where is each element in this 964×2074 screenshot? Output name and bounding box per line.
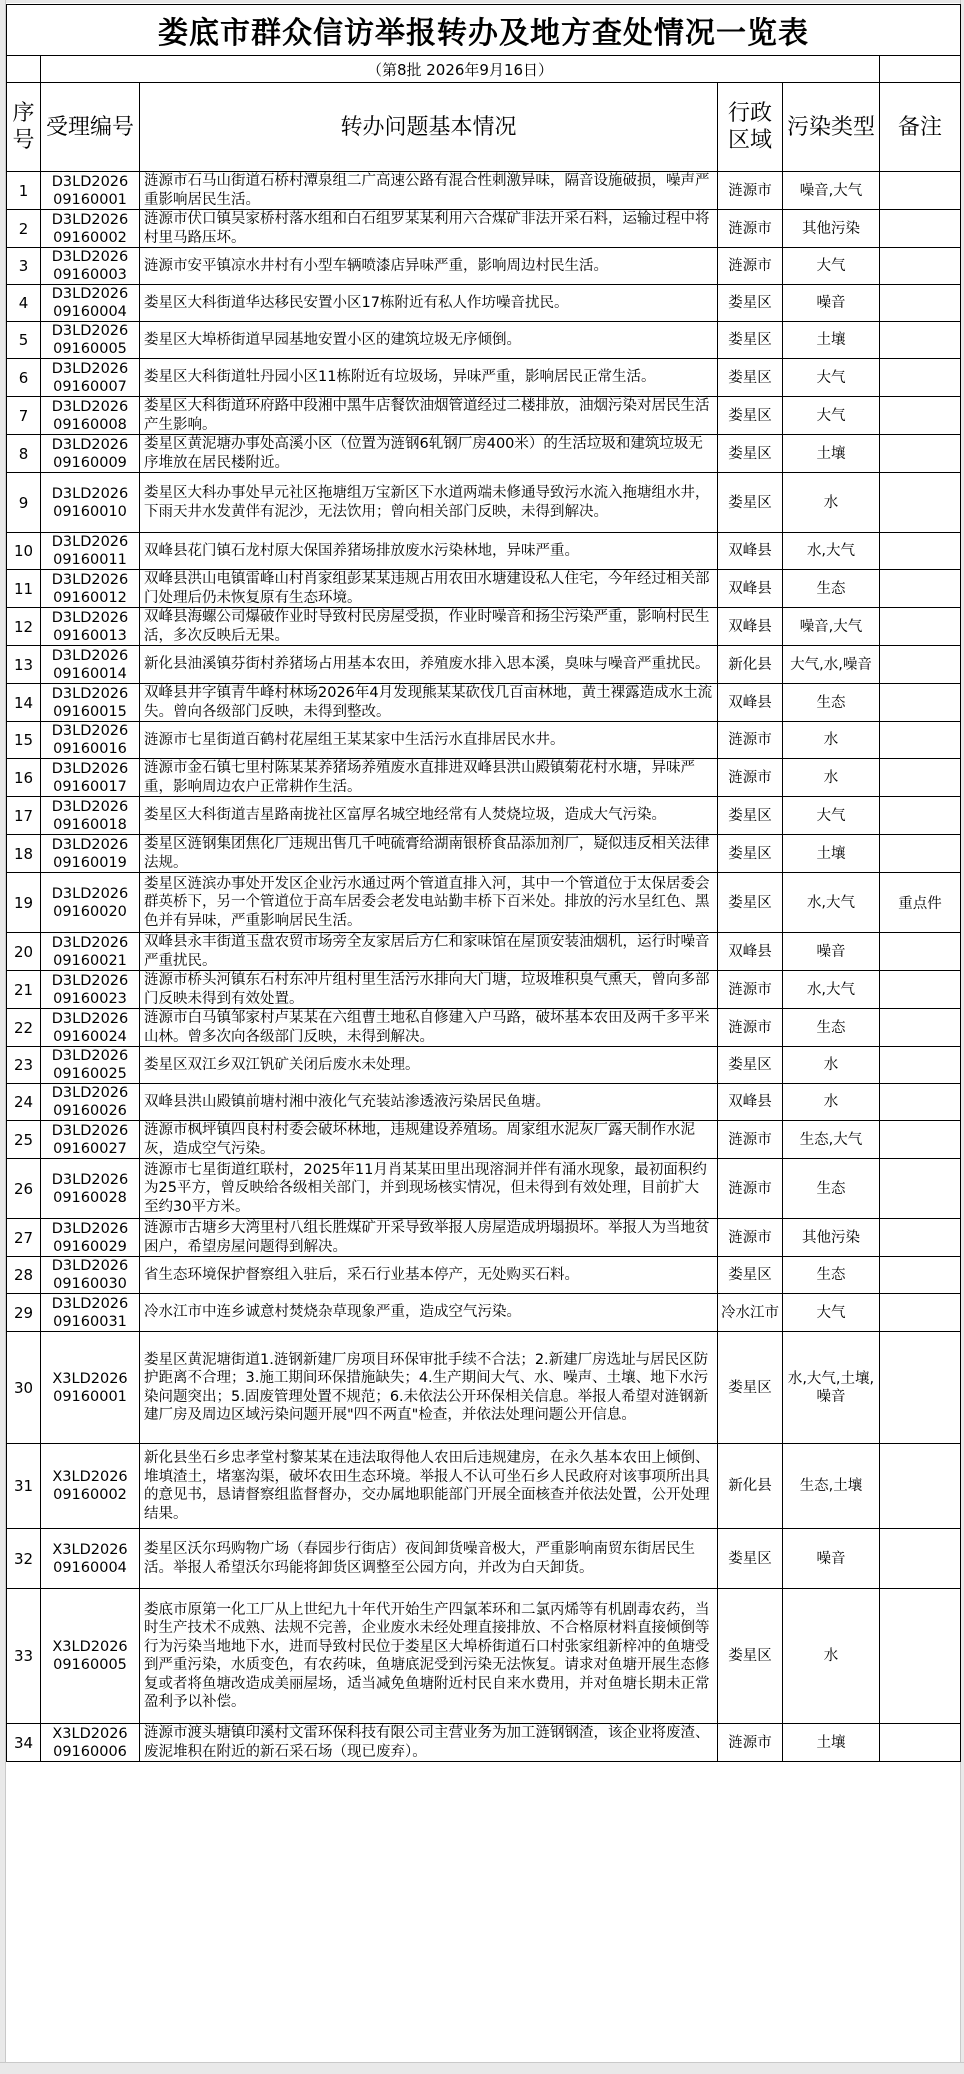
row-note — [880, 933, 961, 971]
row-id: X3LD2026 09160005 — [41, 1589, 140, 1724]
row-note — [880, 359, 961, 397]
row-number: 26 — [7, 1159, 41, 1219]
row-note — [880, 1332, 961, 1444]
row-pollution-type: 水,大气 — [783, 873, 880, 933]
row-number: 21 — [7, 971, 41, 1009]
table-row — [7, 1047, 961, 1084]
table-row — [7, 285, 961, 322]
row-number: 29 — [7, 1294, 41, 1332]
row-pollution-type: 生态 — [783, 1257, 880, 1294]
row-number: 16 — [7, 759, 41, 797]
table-row — [7, 722, 961, 759]
row-pollution-type: 噪音,大气 — [783, 608, 880, 646]
row-id: D3LD2026 09160025 — [41, 1047, 140, 1084]
row-region: 涟源市 — [718, 722, 783, 759]
table-row — [7, 684, 961, 722]
row-note — [880, 210, 961, 248]
row-description: 涟源市白马镇邹家村卢某某在六组曹土地私自修建入户马路，破坏基本农田及两千多平米山林。曾多次向各级部门反映，未得到解决。 — [140, 1009, 718, 1047]
row-region: 涟源市 — [718, 248, 783, 285]
row-description: 涟源市渡头塘镇印溪村文雷环保科技有限公司主营业务为加工涟钢钢渣，该企业将废渣、废泥堆积在附近的新石采石场（现已废弃）。 — [140, 1724, 718, 1762]
row-id: D3LD2026 09160028 — [41, 1159, 140, 1219]
row-number: 14 — [7, 684, 41, 722]
table-row — [7, 359, 961, 397]
row-note — [880, 608, 961, 646]
row-description: 娄底市原第一化工厂从上世纪九十年代开始生产四氯苯环和二氯丙烯等有机剧毒农药，当时生产技术不成熟、法规不完善，企业废水未经处理直接排放、不合格原材料直接倾倒等行为污染当地地下水，进而导致村民位于娄星区大埠桥街道石口村张家组新梓冲的鱼塘受到严重污染，水质变色，有农药味，鱼塘底泥受到污染无法恢复。请求对鱼塘开展生态修复或者将鱼塘改造成美丽屋场，适当减免鱼塘附近村民自来水费用，并对鱼塘长期未正常盈利予以补偿。 — [140, 1589, 718, 1724]
row-number: 15 — [7, 722, 41, 759]
table-row — [7, 1724, 961, 1762]
row-id: X3LD2026 09160002 — [41, 1444, 140, 1529]
row-number: 8 — [7, 435, 41, 473]
row-region: 双峰县 — [718, 1084, 783, 1121]
table-row — [7, 1257, 961, 1294]
row-region: 涟源市 — [718, 1219, 783, 1257]
row-description: 娄星区双江乡双江钒矿关闭后废水未处理。 — [140, 1047, 718, 1084]
row-note — [880, 1529, 961, 1589]
row-description: 涟源市石马山街道石桥村潭泉组二广高速公路有混合性刺激异味，隔音设施破损，噪声严重影响居民生活。 — [140, 172, 718, 210]
row-id: D3LD2026 09160029 — [41, 1219, 140, 1257]
table-row — [7, 1444, 961, 1529]
row-description: 涟源市七星街道百鹤村花屋组王某某家中生活污水直排居民水井。 — [140, 722, 718, 759]
petition-table — [6, 4, 961, 1762]
row-note — [880, 172, 961, 210]
subtitle-blank-right — [880, 56, 961, 83]
row-number: 24 — [7, 1084, 41, 1121]
row-id: D3LD2026 09160012 — [41, 570, 140, 608]
row-id: D3LD2026 09160023 — [41, 971, 140, 1009]
row-id: D3LD2026 09160002 — [41, 210, 140, 248]
row-id: D3LD2026 09160005 — [41, 322, 140, 359]
row-description: 双峰县洪山殿镇前塘村湘中液化气充装站渗透液污染居民鱼塘。 — [140, 1084, 718, 1121]
row-region: 娄星区 — [718, 1589, 783, 1724]
row-id: D3LD2026 09160009 — [41, 435, 140, 473]
row-id: D3LD2026 09160019 — [41, 835, 140, 873]
table-row — [7, 933, 961, 971]
row-region: 涟源市 — [718, 1159, 783, 1219]
row-description: 涟源市枫坪镇四良村村委会破坏林地，违规建设养殖场。周家组水泥灰厂露天制作水泥灰，造成空气污染。 — [140, 1121, 718, 1159]
table-row — [7, 1219, 961, 1257]
header-note: 备注 — [880, 83, 961, 172]
row-note — [880, 759, 961, 797]
row-region: 涟源市 — [718, 759, 783, 797]
row-number: 20 — [7, 933, 41, 971]
row-number: 4 — [7, 285, 41, 322]
row-description: 省生态环境保护督察组入驻后，采石行业基本停产，无处购买石料。 — [140, 1257, 718, 1294]
row-pollution-type: 水,大气,土壤,噪音 — [783, 1332, 880, 1444]
row-number: 28 — [7, 1257, 41, 1294]
row-description: 涟源市安平镇凉水井村有小型车辆喷漆店异味严重，影响周边村民生活。 — [140, 248, 718, 285]
row-region: 娄星区 — [718, 359, 783, 397]
row-pollution-type: 噪音 — [783, 1529, 880, 1589]
row-id: D3LD2026 09160007 — [41, 359, 140, 397]
row-number: 11 — [7, 570, 41, 608]
row-note — [880, 797, 961, 835]
row-region: 娄星区 — [718, 285, 783, 322]
row-id: D3LD2026 09160014 — [41, 646, 140, 684]
row-region: 双峰县 — [718, 684, 783, 722]
row-number: 19 — [7, 873, 41, 933]
row-id: D3LD2026 09160013 — [41, 608, 140, 646]
row-number: 25 — [7, 1121, 41, 1159]
row-id: X3LD2026 09160001 — [41, 1332, 140, 1444]
row-number: 27 — [7, 1219, 41, 1257]
row-region: 娄星区 — [718, 1529, 783, 1589]
table-row — [7, 646, 961, 684]
row-pollution-type: 水 — [783, 1589, 880, 1724]
table-row — [7, 210, 961, 248]
row-number: 3 — [7, 248, 41, 285]
table-row — [7, 322, 961, 359]
row-pollution-type: 大气 — [783, 1294, 880, 1332]
row-region: 娄星区 — [718, 1257, 783, 1294]
table-row — [7, 797, 961, 835]
row-pollution-type: 噪音,大气 — [783, 172, 880, 210]
row-id: D3LD2026 09160031 — [41, 1294, 140, 1332]
row-pollution-type: 大气 — [783, 359, 880, 397]
row-number: 31 — [7, 1444, 41, 1529]
row-note — [880, 1121, 961, 1159]
row-note — [880, 1724, 961, 1762]
row-region: 涟源市 — [718, 172, 783, 210]
row-region: 新化县 — [718, 646, 783, 684]
row-number: 33 — [7, 1589, 41, 1724]
sheet-edge-top — [0, 0, 964, 3]
row-number: 12 — [7, 608, 41, 646]
table-row — [7, 759, 961, 797]
row-number: 17 — [7, 797, 41, 835]
header-desc: 转办问题基本情况 — [140, 83, 718, 172]
table-row — [7, 533, 961, 570]
row-description: 涟源市伏口镇吴家桥村落水组和白石组罗某某利用六合煤矿非法开采石料，运输过程中将村里马路压坏。 — [140, 210, 718, 248]
row-id: D3LD2026 09160008 — [41, 397, 140, 435]
row-description: 娄星区大科街道华达移民安置小区17栋附近有私人作坊噪音扰民。 — [140, 285, 718, 322]
row-pollution-type: 其他污染 — [783, 1219, 880, 1257]
row-number: 1 — [7, 172, 41, 210]
row-pollution-type: 土壤 — [783, 322, 880, 359]
row-number: 10 — [7, 533, 41, 570]
row-note — [880, 1084, 961, 1121]
row-note — [880, 570, 961, 608]
row-note — [880, 684, 961, 722]
row-pollution-type: 生态 — [783, 570, 880, 608]
row-description: 娄星区大科办事处早元社区拖塘组万宝新区下水道两端未修通导致污水流入拖塘组水井，下雨天井水发黄伴有泥沙，无法饮用；曾向相关部门反映，未得到解决。 — [140, 473, 718, 533]
row-description: 娄星区涟滨办事处开发区企业污水通过两个管道直排入河，其中一个管道位于太保居委会群英桥下，另一个管道位于高车居委会老发电站勤丰桥下百米处。排放的污水呈红色、黑色并有异味，严重影响居民生活。 — [140, 873, 718, 933]
row-note — [880, 722, 961, 759]
row-pollution-type: 大气 — [783, 248, 880, 285]
row-note — [880, 1444, 961, 1529]
row-id: D3LD2026 09160018 — [41, 797, 140, 835]
table-row — [7, 397, 961, 435]
row-pollution-type: 生态 — [783, 1009, 880, 1047]
row-region: 新化县 — [718, 1444, 783, 1529]
row-pollution-type: 生态 — [783, 684, 880, 722]
row-number: 22 — [7, 1009, 41, 1047]
table-row — [7, 248, 961, 285]
row-pollution-type: 水 — [783, 473, 880, 533]
row-region: 娄星区 — [718, 435, 783, 473]
row-region: 双峰县 — [718, 570, 783, 608]
row-pollution-type: 水 — [783, 1047, 880, 1084]
row-description: 涟源市金石镇七里村陈某某养猪场养殖废水直排进双峰县洪山殿镇菊花村水塘，异味严重，影响周边农户正常耕作生活。 — [140, 759, 718, 797]
row-id: X3LD2026 09160004 — [41, 1529, 140, 1589]
row-number: 23 — [7, 1047, 41, 1084]
table-row — [7, 835, 961, 873]
row-region: 涟源市 — [718, 1724, 783, 1762]
row-region: 涟源市 — [718, 1121, 783, 1159]
row-note — [880, 322, 961, 359]
row-region: 娄星区 — [718, 873, 783, 933]
table-row — [7, 1529, 961, 1589]
row-description: 双峰县花门镇石龙村原大保国养猪场排放废水污染林地，异味严重。 — [140, 533, 718, 570]
subtitle-blank-left — [7, 56, 41, 83]
table-row — [7, 1009, 961, 1047]
row-id: D3LD2026 09160015 — [41, 684, 140, 722]
row-description: 双峰县海螺公司爆破作业时导致村民房屋受损，作业时噪音和扬尘污染严重，影响村民生活，多次反映后无果。 — [140, 608, 718, 646]
row-id: D3LD2026 09160004 — [41, 285, 140, 322]
row-region: 冷水江市 — [718, 1294, 783, 1332]
row-note — [880, 1047, 961, 1084]
row-id: D3LD2026 09160020 — [41, 873, 140, 933]
row-pollution-type: 水 — [783, 722, 880, 759]
row-note — [880, 397, 961, 435]
header-no: 序号 — [7, 83, 41, 172]
row-number: 9 — [7, 473, 41, 533]
row-id: D3LD2026 09160003 — [41, 248, 140, 285]
table-row — [7, 1121, 961, 1159]
row-description: 娄星区黄泥塘办事处高溪小区（位置为涟钢6轧钢厂房400米）的生活垃圾和建筑垃圾无序堆放在居民楼附近。 — [140, 435, 718, 473]
row-note — [880, 1589, 961, 1724]
row-region: 双峰县 — [718, 533, 783, 570]
row-region: 涟源市 — [718, 971, 783, 1009]
row-region: 娄星区 — [718, 797, 783, 835]
row-note — [880, 1257, 961, 1294]
row-description: 涟源市古塘乡大湾里村八组长胜煤矿开采导致举报人房屋造成坍塌损坏。举报人为当地贫困户，希望房屋问题得到解决。 — [140, 1219, 718, 1257]
row-pollution-type: 水,大气 — [783, 533, 880, 570]
row-description: 娄星区涟钢集团焦化厂违规出售几千吨硫膏给湖南银桥食品添加剂厂，疑似违反相关法律法规。 — [140, 835, 718, 873]
row-number: 5 — [7, 322, 41, 359]
row-description: 双峰县井字镇青牛峰村林场2026年4月发现熊某某砍伐几百亩林地，黄土裸露造成水土流失。曾向各级部门反映，未得到整改。 — [140, 684, 718, 722]
row-number: 18 — [7, 835, 41, 873]
row-description: 新化县油溪镇芬街村养猪场占用基本农田，养殖废水排入思本溪，臭味与噪音严重扰民。 — [140, 646, 718, 684]
row-region: 娄星区 — [718, 322, 783, 359]
row-number: 7 — [7, 397, 41, 435]
row-pollution-type: 噪音 — [783, 933, 880, 971]
row-number: 30 — [7, 1332, 41, 1444]
row-description: 双峰县洪山电镇雷峰山村肖家组彭某某违规占用农田水塘建设私人住宅，今年经过相关部门处理后仍未恢复原有生态环境。 — [140, 570, 718, 608]
row-region: 娄星区 — [718, 473, 783, 533]
table-row — [7, 473, 961, 533]
row-region: 娄星区 — [718, 397, 783, 435]
row-note — [880, 533, 961, 570]
table-row — [7, 608, 961, 646]
row-description: 娄星区沃尔玛购物广场（春园步行街店）夜间卸货噪音极大，严重影响南贸东街居民生活。举报人希望沃尔玛能将卸货区调整至公园方向，并改为白天卸货。 — [140, 1529, 718, 1589]
row-pollution-type: 大气 — [783, 397, 880, 435]
row-pollution-type: 水,大气 — [783, 971, 880, 1009]
row-id: D3LD2026 09160017 — [41, 759, 140, 797]
row-note — [880, 1159, 961, 1219]
row-region: 娄星区 — [718, 1332, 783, 1444]
row-id: D3LD2026 09160030 — [41, 1257, 140, 1294]
row-id: D3LD2026 09160010 — [41, 473, 140, 533]
row-note — [880, 285, 961, 322]
row-pollution-type: 生态,大气 — [783, 1121, 880, 1159]
table-row — [7, 172, 961, 210]
row-note — [880, 971, 961, 1009]
row-id: D3LD2026 09160016 — [41, 722, 140, 759]
row-pollution-type: 大气 — [783, 797, 880, 835]
row-description: 娄星区大科街道牡丹园小区11栋附近有垃圾场，异味严重，影响居民正常生活。 — [140, 359, 718, 397]
row-id: D3LD2026 09160011 — [41, 533, 140, 570]
row-description: 冷水江市中连乡诚意村焚烧杂草现象严重，造成空气污染。 — [140, 1294, 718, 1332]
row-note — [880, 473, 961, 533]
row-pollution-type: 水 — [783, 759, 880, 797]
table-body — [7, 172, 961, 1762]
row-pollution-type: 土壤 — [783, 835, 880, 873]
row-id: D3LD2026 09160024 — [41, 1009, 140, 1047]
row-note — [880, 1219, 961, 1257]
row-description: 新化县坐石乡忠孝堂村黎某某在违法取得他人农田后违规建房，在永久基本农田上倾倒、堆填渣土，堵塞沟渠，破坏农田生态环境。举报人不认可坐石乡人民政府对该事项所出具的意见书，恳请督察组监督督办，交办属地职能部门开展全面核查并依法处置，公开处理结果。 — [140, 1444, 718, 1529]
row-region: 双峰县 — [718, 933, 783, 971]
row-pollution-type: 生态 — [783, 1159, 880, 1219]
row-description: 娄星区大科街道环府路中段湘中黑牛店餐饮油烟管道经过二楼排放，油烟污染对居民生活产生影响。 — [140, 397, 718, 435]
row-region: 娄星区 — [718, 835, 783, 873]
row-note: 重点件 — [880, 873, 961, 933]
row-description: 娄星区黄泥塘街道1.涟钢新建厂房项目环保审批手续不合法；2.新建厂房选址与居民区防护距离不合理；3.施工期间环保措施缺失；4.生产期间大气、水、噪声、土壤、地下水污染问题突出；5.固废管理处置不规范；6.未依法公开环保相关信息。举报人希望对涟钢新建厂房及周边区域污染问题开展"四不两直"检查，并依法处理问题公开信息。 — [140, 1332, 718, 1444]
row-description: 娄星区大埠桥街道早园基地安置小区的建筑垃圾无序倾倒。 — [140, 322, 718, 359]
row-note — [880, 1294, 961, 1332]
table-title: 娄底市群众信访举报转办及地方查处情况一览表 — [7, 5, 961, 56]
row-region: 涟源市 — [718, 1009, 783, 1047]
row-pollution-type: 噪音 — [783, 285, 880, 322]
row-id: X3LD2026 09160006 — [41, 1724, 140, 1762]
row-pollution-type: 土壤 — [783, 435, 880, 473]
row-region: 涟源市 — [718, 210, 783, 248]
table-row — [7, 873, 961, 933]
row-description: 双峰县永丰街道玉盘农贸市场旁全友家居后方仁和家味馆在屋顶安装油烟机，运行时噪音严重扰民。 — [140, 933, 718, 971]
table-row — [7, 1084, 961, 1121]
row-description: 涟源市七星街道红联村，2025年11月肖某某田里出现溶洞并伴有涌水现象，最初面积约为25平方，曾反映给各级相关部门，并到现场核实情况，但未得到有效处理，目前扩大至约30平方米。 — [140, 1159, 718, 1219]
header-type: 污染类型 — [783, 83, 880, 172]
row-id: D3LD2026 09160001 — [41, 172, 140, 210]
row-note — [880, 435, 961, 473]
row-pollution-type: 生态,土壤 — [783, 1444, 880, 1529]
row-pollution-type: 大气,水,噪音 — [783, 646, 880, 684]
header-id: 受理编号 — [41, 83, 140, 172]
table-subtitle: （第8批 2026年9月16日） — [41, 56, 880, 83]
table-row — [7, 1332, 961, 1444]
row-pollution-type: 水 — [783, 1084, 880, 1121]
row-number: 2 — [7, 210, 41, 248]
row-number: 6 — [7, 359, 41, 397]
row-region: 双峰县 — [718, 608, 783, 646]
table-row — [7, 1159, 961, 1219]
header-region: 行政区域 — [718, 83, 783, 172]
row-id: D3LD2026 09160021 — [41, 933, 140, 971]
row-id: D3LD2026 09160026 — [41, 1084, 140, 1121]
row-pollution-type: 其他污染 — [783, 210, 880, 248]
table-row — [7, 570, 961, 608]
row-id: D3LD2026 09160027 — [41, 1121, 140, 1159]
row-description: 娄星区大科街道吉星路南拢社区富厚名城空地经常有人焚烧垃圾，造成大气污染。 — [140, 797, 718, 835]
table-row — [7, 435, 961, 473]
row-region: 娄星区 — [718, 1047, 783, 1084]
row-note — [880, 1009, 961, 1047]
row-note — [880, 835, 961, 873]
row-description: 涟源市桥头河镇东石村东冲片组村里生活污水排向大门塘，垃圾堆积臭气熏天，曾向多部门反映未得到有效处置。 — [140, 971, 718, 1009]
table-row — [7, 1294, 961, 1332]
table-row — [7, 971, 961, 1009]
row-number: 34 — [7, 1724, 41, 1762]
table-row — [7, 1589, 961, 1724]
row-note — [880, 646, 961, 684]
row-note — [880, 248, 961, 285]
sheet-edge-bottom — [0, 2062, 964, 2074]
row-pollution-type: 土壤 — [783, 1724, 880, 1762]
row-number: 13 — [7, 646, 41, 684]
row-number: 32 — [7, 1529, 41, 1589]
